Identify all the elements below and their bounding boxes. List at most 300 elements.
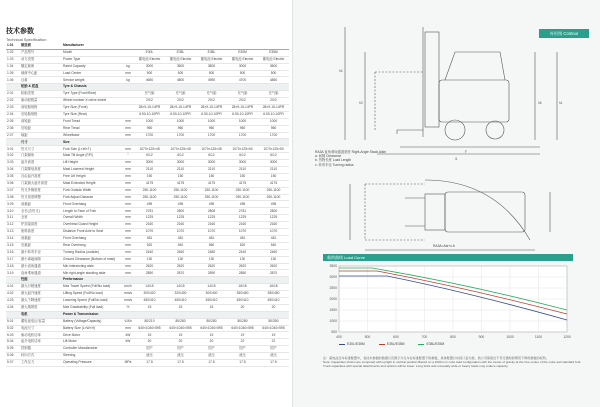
row-no: 5.02 bbox=[6, 325, 20, 332]
val-1: 481 bbox=[134, 235, 165, 242]
label-en: Battery (Voltage/Capacity) bbox=[62, 318, 122, 325]
val-2: 2620 bbox=[165, 263, 196, 270]
val-4: 960 bbox=[227, 125, 258, 132]
val-3: 28×9-15-14PR bbox=[196, 105, 227, 112]
row-no: 2.03 bbox=[6, 105, 20, 112]
label-zh: 电池尺寸 bbox=[20, 325, 62, 332]
label-en: Front Tread bbox=[62, 118, 122, 125]
val-5: 540 bbox=[258, 242, 289, 249]
val-5: 6/12 bbox=[258, 153, 289, 160]
row-no: 2.02 bbox=[6, 98, 20, 105]
unit: mm bbox=[122, 263, 134, 270]
val-4: 蓄电池 Electric bbox=[227, 56, 258, 63]
val-4 bbox=[227, 139, 258, 146]
val-5: 4850 bbox=[258, 77, 289, 84]
table-row bbox=[6, 70, 289, 77]
val-1: 2781 bbox=[134, 208, 165, 215]
label-en: Rated Capacity bbox=[62, 63, 122, 70]
val-2: 481 bbox=[165, 235, 196, 242]
val-3: 6/12 bbox=[196, 153, 227, 160]
val-3 bbox=[196, 277, 227, 284]
spec-title-en: Technical Specification bbox=[6, 37, 47, 42]
table-row bbox=[6, 318, 289, 325]
row-no: 1.02 bbox=[6, 49, 20, 56]
val-1: 14/15 bbox=[134, 284, 165, 291]
unit: MPa bbox=[122, 359, 134, 366]
val-1: 495 bbox=[134, 201, 165, 208]
mast-side bbox=[425, 32, 439, 127]
unit bbox=[122, 91, 134, 98]
row-no: 5.06 bbox=[6, 353, 20, 360]
row-no: 3.16 bbox=[6, 249, 20, 256]
val-3: 4950 bbox=[196, 77, 227, 84]
table-row bbox=[6, 332, 289, 339]
x-tick-label: 500 bbox=[364, 335, 371, 339]
val-2: 液压 bbox=[165, 353, 196, 360]
table-row bbox=[6, 49, 289, 56]
table-row bbox=[6, 339, 289, 346]
legend-swatch bbox=[379, 344, 385, 345]
label-en: Fork Size (L×W×T) bbox=[62, 146, 122, 153]
section-row bbox=[6, 277, 289, 284]
val-2 bbox=[165, 277, 196, 284]
val-1 bbox=[134, 311, 165, 318]
table-row bbox=[6, 173, 289, 180]
val-4: 4700 bbox=[227, 77, 258, 84]
val-2: 150 bbox=[165, 173, 196, 180]
legend-item bbox=[418, 342, 444, 346]
row-no: 5.01 bbox=[6, 318, 20, 325]
val-1: 4650 bbox=[134, 77, 165, 84]
label-en: Tyre & Chassis bbox=[62, 84, 122, 91]
unit: mm bbox=[122, 194, 134, 201]
val-4: 481 bbox=[227, 235, 258, 242]
label-en: Tyre Type (Front/Rear) bbox=[62, 91, 122, 98]
val-2 bbox=[165, 139, 196, 146]
contour-tab[interactable]: 外形图 Contour bbox=[539, 29, 589, 38]
val-1 bbox=[134, 139, 165, 146]
val-3 bbox=[196, 84, 227, 91]
val-5: 19 bbox=[258, 332, 289, 339]
table-row bbox=[6, 291, 289, 298]
row-no: 3.12 bbox=[6, 222, 20, 229]
section-row bbox=[6, 311, 289, 318]
val-1: 250-1100 bbox=[134, 187, 165, 194]
label-en: Performance bbox=[62, 277, 122, 284]
val-4: 250-1100 bbox=[227, 194, 258, 201]
legend-swatch bbox=[418, 344, 424, 345]
val-4: 20 bbox=[227, 304, 258, 311]
val-3: 国产 bbox=[196, 346, 227, 353]
val-4: 350/450 bbox=[227, 291, 258, 298]
val-2: 1070×125×45 bbox=[165, 146, 196, 153]
val-4 bbox=[227, 277, 258, 284]
val-3: 130 bbox=[196, 256, 227, 263]
val-3: 2808 bbox=[196, 208, 227, 215]
row-no: 5.07 bbox=[6, 359, 20, 366]
label-zh: 最大行驶速度 bbox=[20, 284, 62, 291]
x-tick-label: 900 bbox=[478, 335, 485, 339]
x-tick-label: 700 bbox=[421, 335, 428, 339]
val-2 bbox=[165, 84, 196, 91]
val-1: 1700 bbox=[134, 132, 165, 139]
val-5: 1070×125×50 bbox=[258, 146, 289, 153]
val-5: 130 bbox=[258, 256, 289, 263]
val-1: 640×1040×595 bbox=[134, 325, 165, 332]
label-en: Front Overhang bbox=[62, 235, 122, 242]
label-en: Max Gradeability (Full load) bbox=[62, 304, 122, 311]
label-zh: 自由起升高度 bbox=[20, 173, 62, 180]
val-3: 500 bbox=[196, 70, 227, 77]
val-1: 4175 bbox=[134, 180, 165, 187]
dim-h4: h4 bbox=[339, 69, 343, 73]
val-4: 2110 bbox=[227, 167, 258, 174]
row-no: 4.03 bbox=[6, 297, 20, 304]
val-4: 250-1100 bbox=[227, 187, 258, 194]
label-zh: 最大起升速度 bbox=[20, 291, 62, 298]
row-no: 2.07 bbox=[6, 132, 20, 139]
unit: mm bbox=[122, 125, 134, 132]
val-3 bbox=[196, 311, 227, 318]
val-3: 450/410 bbox=[196, 297, 227, 304]
val-5: 3000 bbox=[258, 160, 289, 167]
label-en: Service weight bbox=[62, 77, 122, 84]
row-no: 3.09 bbox=[6, 201, 20, 208]
val-3: 14/15 bbox=[196, 284, 227, 291]
val-5: 3500 bbox=[258, 63, 289, 70]
x-tick-label: 1200 bbox=[563, 335, 571, 339]
table-row bbox=[6, 270, 289, 277]
table-row bbox=[6, 346, 289, 353]
val-4: 4175 bbox=[227, 180, 258, 187]
val-3: 250-1100 bbox=[196, 194, 227, 201]
label-zh: 后轮距 bbox=[20, 125, 62, 132]
label-zh: 门架倾角 bbox=[20, 153, 62, 160]
val-2: 1225 bbox=[165, 215, 196, 222]
label-zh: 最小转弯半径 bbox=[20, 249, 62, 256]
val-2: 6.50-10-10PR bbox=[165, 111, 196, 118]
table-row bbox=[6, 215, 289, 222]
label-en: Size bbox=[62, 139, 122, 146]
val-2: 15 bbox=[165, 304, 196, 311]
label-zh: 货叉尺寸 bbox=[20, 146, 62, 153]
val-2: 3500 bbox=[165, 63, 196, 70]
val-4: 520 bbox=[227, 242, 258, 249]
val-1: 3000 bbox=[134, 63, 165, 70]
y-tick-label: 2000 bbox=[329, 297, 337, 301]
label-zh: 最小直角通道 bbox=[20, 263, 62, 270]
val-3: 6.50-10-10PR bbox=[196, 111, 227, 118]
truck-body-side bbox=[439, 80, 509, 122]
val-3: 15 bbox=[196, 332, 227, 339]
val-5: 6.50-10-10PR bbox=[258, 111, 289, 118]
val-1: 20 bbox=[134, 339, 165, 346]
unit bbox=[122, 277, 134, 284]
table-row bbox=[6, 180, 289, 187]
table-row bbox=[6, 208, 289, 215]
val-5: 4175 bbox=[258, 180, 289, 187]
table-row bbox=[6, 132, 289, 139]
label-en: Lifting Speed (Full/No load) bbox=[62, 291, 122, 298]
val-5: 蓄电池 Electric bbox=[258, 56, 289, 63]
val-5: 150 bbox=[258, 173, 289, 180]
label-en: Fork Adjust Distance bbox=[62, 194, 122, 201]
val-3: E38L bbox=[196, 49, 227, 56]
table-row bbox=[6, 359, 289, 366]
val-2: 1000 bbox=[165, 118, 196, 125]
label-zh: 电机 bbox=[20, 311, 62, 318]
val-4: 1700 bbox=[227, 132, 258, 139]
label-zh: 货叉外侧宽度 bbox=[20, 187, 62, 194]
unit: mm/s bbox=[122, 297, 134, 304]
row-no: 3.02 bbox=[6, 153, 20, 160]
val-4: 19 bbox=[227, 332, 258, 339]
unit bbox=[122, 111, 134, 118]
row-no: 2.06 bbox=[6, 125, 20, 132]
label-zh: 前轮距 bbox=[20, 118, 62, 125]
val-2: 250-1100 bbox=[165, 194, 196, 201]
val-5: 640×1040×595 bbox=[258, 325, 289, 332]
label-zh: 动力类型 bbox=[20, 56, 62, 63]
unit: mm bbox=[122, 208, 134, 215]
label-zh: 前轮胎规格 bbox=[20, 105, 62, 112]
val-5 bbox=[258, 277, 289, 284]
val-2: 2160 bbox=[165, 222, 196, 229]
x-tick-label: 800 bbox=[450, 335, 456, 339]
unit: mm bbox=[122, 235, 134, 242]
front-wheel bbox=[445, 120, 465, 140]
val-4: 28×9-15-14PR bbox=[227, 105, 258, 112]
val-3: 640×1040×595 bbox=[196, 325, 227, 332]
label-en: Free Lift Height bbox=[62, 173, 122, 180]
val-1: 250-1100 bbox=[134, 194, 165, 201]
val-1: 6/12 bbox=[134, 153, 165, 160]
table-row bbox=[6, 242, 289, 249]
label-zh: 货叉宽度调整 bbox=[20, 194, 62, 201]
val-4 bbox=[227, 84, 258, 91]
val-1: 国产 bbox=[134, 346, 165, 353]
legend-swatch bbox=[339, 344, 345, 345]
val-3: 495 bbox=[196, 201, 227, 208]
val-5: 500 bbox=[258, 70, 289, 77]
val-4: 17.5 bbox=[227, 359, 258, 366]
val-1: 2160 bbox=[134, 222, 165, 229]
val-5: 960 bbox=[258, 125, 289, 132]
label-zh: 起升高度 bbox=[20, 160, 62, 167]
row-no bbox=[6, 139, 20, 146]
row-no bbox=[6, 84, 20, 91]
label-en: Front Overhang bbox=[62, 201, 122, 208]
truck-body-top bbox=[445, 192, 525, 232]
unit: mm bbox=[122, 187, 134, 194]
val-3 bbox=[196, 139, 227, 146]
label-zh: 全宽 bbox=[20, 215, 62, 222]
label-zh: 最大下降速度 bbox=[20, 297, 62, 304]
y-tick-label: 2500 bbox=[329, 286, 337, 290]
table-row bbox=[6, 118, 289, 125]
spec-title-zh: 技术参数 bbox=[6, 28, 34, 35]
val-4: 1000 bbox=[227, 118, 258, 125]
row-no: 3.17 bbox=[6, 256, 20, 263]
label-en: Wheelbase bbox=[62, 132, 122, 139]
y-tick-label: 500 bbox=[331, 330, 337, 334]
table-row bbox=[6, 111, 289, 118]
table-row bbox=[6, 297, 289, 304]
val-1: 1070 bbox=[134, 229, 165, 236]
val-4: 1070 bbox=[227, 229, 258, 236]
val-1: 1225 bbox=[134, 215, 165, 222]
label-zh: 前悬距 bbox=[20, 235, 62, 242]
label-zh: 轮胎类型 bbox=[20, 91, 62, 98]
load-curve-chart bbox=[317, 262, 579, 344]
row-no: 3.18 bbox=[6, 263, 20, 270]
unit bbox=[122, 353, 134, 360]
val-1: 28×9-15-14PR bbox=[134, 105, 165, 112]
unit bbox=[122, 84, 134, 91]
val-2: 1070 bbox=[165, 229, 196, 236]
val-1: 150 bbox=[134, 173, 165, 180]
section-row bbox=[6, 84, 289, 91]
contour-panel bbox=[292, 0, 600, 407]
label-en: Mast Extended Height bbox=[62, 180, 122, 187]
label-en: Power & Transmission bbox=[62, 311, 122, 318]
val-3: 1000 bbox=[196, 118, 227, 125]
val-5: 350/450 bbox=[258, 291, 289, 298]
val-4: 2440 bbox=[227, 249, 258, 256]
val-2: 6/12 bbox=[165, 153, 196, 160]
val-3: 560 bbox=[196, 242, 227, 249]
label-zh: 后悬距 bbox=[20, 242, 62, 249]
val-2: 540 bbox=[165, 242, 196, 249]
val-1: 300/420 bbox=[134, 291, 165, 298]
label-en: Load Center bbox=[62, 70, 122, 77]
label-en: Lowering Speed (Full/No load) bbox=[62, 297, 122, 304]
label-zh: 自重 bbox=[20, 77, 62, 84]
val-5: 17.5 bbox=[258, 359, 289, 366]
unit: V/Ah bbox=[122, 318, 134, 325]
unit: mm bbox=[122, 118, 134, 125]
val-5: 2620 bbox=[258, 263, 289, 270]
legend-label: E38L/E35M bbox=[426, 342, 445, 346]
row-no: 2.04 bbox=[6, 111, 20, 118]
table-row bbox=[6, 256, 289, 263]
label-zh: 护顶架高度 bbox=[20, 222, 62, 229]
section-row bbox=[6, 139, 289, 146]
label-zh: 驱动轮数量 bbox=[20, 98, 62, 105]
val-4: 1070×125×50 bbox=[227, 146, 258, 153]
unit bbox=[122, 49, 134, 56]
val-2: 4800 bbox=[165, 77, 196, 84]
label-en: Tyre Size (Rear) bbox=[62, 111, 122, 118]
val-1: 500 bbox=[134, 70, 165, 77]
label-en: Overhead Guard Height bbox=[62, 222, 122, 229]
val-4: 6.50-10-10PR bbox=[227, 111, 258, 118]
contour-diagram bbox=[305, 12, 595, 262]
val-5: 2X/2 bbox=[258, 98, 289, 105]
label-zh: 控制器 bbox=[20, 346, 62, 353]
unit: mm bbox=[122, 132, 134, 139]
label-en: Tyre Size (Front) bbox=[62, 105, 122, 112]
label-zh: 制造商 bbox=[20, 43, 62, 49]
row-no: 3.08 bbox=[6, 194, 20, 201]
row-no: 3.01 bbox=[6, 146, 20, 153]
row-no: 3.13 bbox=[6, 229, 20, 236]
val-5: 495 bbox=[258, 201, 289, 208]
table-row bbox=[6, 63, 289, 70]
row-no: 5.03 bbox=[6, 332, 20, 339]
label-zh: 尺寸 bbox=[20, 139, 62, 146]
label-en: Model bbox=[62, 49, 122, 56]
label-zh: 直角堆垛通道 bbox=[20, 270, 62, 277]
table-row bbox=[6, 353, 289, 360]
unit: mm bbox=[122, 215, 134, 222]
val-3: 4175 bbox=[196, 180, 227, 187]
legend-label: E30L/E35M bbox=[347, 342, 365, 346]
dim-h1: h1 bbox=[559, 101, 563, 105]
val-3: 250-1100 bbox=[196, 187, 227, 194]
unit: mm bbox=[122, 325, 134, 332]
val-2: 2110 bbox=[165, 167, 196, 174]
row-no: 3.19 bbox=[6, 270, 20, 277]
val-5: 1700 bbox=[258, 132, 289, 139]
val-2: 3000 bbox=[165, 160, 196, 167]
val-3: 2480 bbox=[196, 249, 227, 256]
val-3: 481 bbox=[196, 235, 227, 242]
row-no: 3.10 bbox=[6, 208, 20, 215]
val-5: 22 bbox=[258, 339, 289, 346]
unit: mm bbox=[122, 201, 134, 208]
val-3: 2X/2 bbox=[196, 98, 227, 105]
label-zh: 轴距 bbox=[20, 132, 62, 139]
table-row bbox=[6, 146, 289, 153]
val-1: 2X/2 bbox=[134, 98, 165, 105]
val-2: 450/410 bbox=[165, 297, 196, 304]
val-4: 500 bbox=[227, 70, 258, 77]
table-row bbox=[6, 284, 289, 291]
val-1: 6.50-10-10PR bbox=[134, 111, 165, 118]
val-2: 14/15 bbox=[165, 284, 196, 291]
val-3: 960 bbox=[196, 125, 227, 132]
table-row bbox=[6, 304, 289, 311]
val-3: 1700 bbox=[196, 132, 227, 139]
val-2: 2460 bbox=[165, 249, 196, 256]
unit bbox=[122, 346, 134, 353]
fork-side bbox=[397, 130, 423, 134]
unit: kg bbox=[122, 63, 134, 70]
unit: mm bbox=[122, 242, 134, 249]
val-4: 3000 bbox=[227, 160, 258, 167]
unit: mm/s bbox=[122, 291, 134, 298]
y-tick-label: 1000 bbox=[329, 319, 337, 323]
row-no: 3.07 bbox=[6, 187, 20, 194]
table-row bbox=[6, 167, 289, 174]
val-1: 17.5 bbox=[134, 359, 165, 366]
label-en: Ground Clearance (Bottom of mast) bbox=[62, 256, 122, 263]
label-en: Controller Manufacturer bbox=[62, 346, 122, 353]
val-5: 481 bbox=[258, 235, 289, 242]
unit bbox=[122, 311, 134, 318]
val-2: 蓄电池 Electric bbox=[165, 56, 196, 63]
label-zh: 性能 bbox=[20, 277, 62, 284]
val-2: 4175 bbox=[165, 180, 196, 187]
table-row bbox=[6, 249, 289, 256]
val-4: 16/18 bbox=[227, 284, 258, 291]
val-2: 2800 bbox=[165, 208, 196, 215]
legend-item bbox=[339, 342, 365, 346]
label-zh: 座椅高度 bbox=[20, 229, 62, 236]
row-no: 1.01 bbox=[6, 43, 20, 49]
val-1 bbox=[134, 84, 165, 91]
